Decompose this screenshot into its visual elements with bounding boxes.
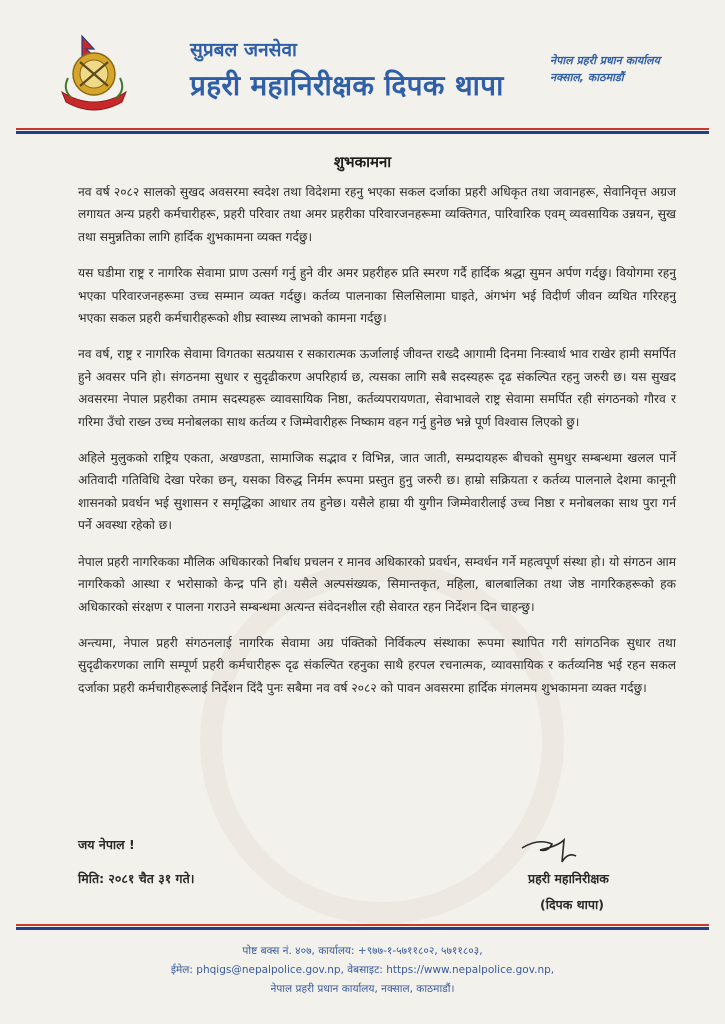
office-address — [550, 52, 660, 86]
closing-salutation: जय नेपाल ! — [78, 837, 135, 852]
signature-icon — [518, 832, 598, 868]
footer-email-website: ईमेल: phqigs@nepalpolice.gov.np, वेबसाइट: https://www.nepalpolice.gov.np, — [170, 964, 555, 976]
footer-divider — [16, 924, 709, 930]
letter-date: मिति: २०८१ चैत ३१ गते। — [78, 871, 195, 886]
signatory-title: प्रहरी महानिरीक्षक — [528, 871, 609, 886]
signatory-name: (दिपक थापा) — [540, 897, 604, 912]
paragraph: नव वर्ष २०८२ सालको सुखद अवसरमा स्वदेश तथा विदेशमा रहनु भएका सकल दर्जाका प्रहरी अधिकृत तथा जवानहरू, सेवानिवृत्त अग्रज लगायत अन्य प्रहरी कर्मचारीहरू, प्रहरी परिवार तथा अमर प्रहरीका परिवारजनहरूमा व्यक्तिगत, पारिवारिक एवम् व्यवसायिक उन्नयन, सुख तथा समुन्नतिका लागि हार्दिक शुभकामना व्यक्त गर्दछु। — [78, 185, 676, 244]
paragraph: नव वर्ष, राष्ट्र र नागरिक सेवामा विगतका सत्प्रयास र सकारात्मक ऊर्जालाई जीवन्त राख्दै आगामी दिनमा निःस्वार्थ भाव राखेर हामी समर्पित हुने अवसर पनि हो। संगठनमा सुधार र सुदृढीकरण अपरिहार्य छ, त्यसका लागि सबै सदस्यहरू दृढ संकल्पित रहनु जरुरी छ। यस सुखद अवसरमा नेपाल प्रहरीका तमाम सदस्यहरू व्यावसायिक निष्ठा, कर्तव्यपरायणता, सेवाभावले राष्ट्र सेवामा समर्पित रही संगठनको गौरव र गरिमा उँचो राख्न उच्च मनोबलका साथ कर्तव्य र जिम्मेवारीहरू निष्काम वहन गर्नु हुनेछ भन्ने पूर्ण विश्वास लिएको छु। — [78, 347, 676, 429]
office-name: नेपाल प्रहरी प्रधान कार्यालय — [550, 54, 660, 67]
paragraph: अहिले मुलुकको राष्ट्रिय एकता, अखण्डता, सामाजिक सद्भाव र विभिन्न, जात जाती, सम्प्रदायहरू बीचको सुमधुर सम्बन्धमा खलल पार्ने अतिवादी गतिविधि देखा परेका छन्, यसका विरुद्ध निर्मम रूपमा प्रस्तुत हुनु जरुरी छ। हाम्रो सक्रियता र कर्तव्य पालनाले देशमा कानूनी शासनको प्रवर्धन भई सुशासन र समृद्धिका आधार तय हुनेछ। यसैले हाम्रा यी युगीन जिम्मेवारीलाई उच्च निष्ठा र मनोबलका साथ पुरा गर्न पर्ने अवस्था रहेको छ। — [78, 451, 676, 533]
footer-address: नेपाल प्रहरी प्रधान कार्यालय, नक्साल, काठमाडौं। — [270, 983, 455, 995]
paragraph: नेपाल प्रहरी नागरिकका मौलिक अधिकारको निर्बाध प्रचलन र मानव अधिकारको प्रवर्धन, सम्वर्धन गर्ने महत्वपूर्ण संस्था हो। यो संगठन आम नागरिकको आस्था र भरोसाको केन्द्र पनि हो। यसैले अल्पसंख्यक, सिमान्तकृत, महिला, बालबालिका तथा जेष्ठ नागरिकहरूको हक अधिकारको संरक्षण र पालना गराउने सम्बन्धमा अत्यन्त संवेदनशील रही सेवारत रहन निर्देशन दिन चाहन्छु। — [78, 554, 676, 614]
footer-contact — [0, 942, 725, 999]
paragraph: यस घडीमा राष्ट्र र नागरिक सेवामा प्राण उत्सर्ग गर्नु हुने वीर अमर प्रहरीहरु प्रति स्मरण गर्दै हार्दिक श्रद्धा सुमन अर्पण गर्दछु। वियोगमा रहनु भएका परिवारजनहरूमा उच्च सम्मान व्यक्त गर्दछु। कर्तव्य पालनाका सिलसिलामा घाइते, अंगभंग भई विदीर्ण जीवन व्यथित गरिरहनु भएका सकल प्रहरी कर्मचारीहरूको शीघ्र स्वास्थ्य लाभको कामना गर्दछु। — [78, 266, 676, 326]
paragraph: अन्त्यमा, नेपाल प्रहरी संगठनलाई नागरिक सेवामा अग्र पंक्तिको निर्विकल्प संस्थाका रूपमा स्थापित गरी सांगठनिक सुधार तथा सुदृढीकरणका लागि सम्पूर्ण प्रहरी कर्मचारीहरू दृढ संकल्पित रहनुका साथै हरपल रचनात्मक, व्यावसायिक र कर्तव्यनिष्ठ भई रहन सकल दर्जाका प्रहरी कर्मचारीहरूलाई निर्देशन दिंदै पुनः सबैमा नव वर्ष २०८२ को पावन अवसरमा हार्दिक मंगलमय शुभकामना व्यक्त गर्दछु। — [78, 635, 676, 695]
header-chief-title: प्रहरी महानिरीक्षक दिपक थापा — [190, 69, 504, 102]
footer-phone: पोष्ट बक्स नं. ४०७, कार्यालय: +९७७-१-५७११८०२, ५७११८०३, — [242, 945, 483, 957]
letter-title: शुभकामना — [333, 153, 392, 171]
office-location: नक्साल, काठमाडौं — [550, 71, 624, 84]
header-slogan: सुप्रबल जनसेवा — [190, 39, 297, 61]
nepal-police-emblem-icon — [52, 32, 136, 114]
header-divider — [16, 128, 709, 134]
letter-body — [78, 181, 676, 713]
